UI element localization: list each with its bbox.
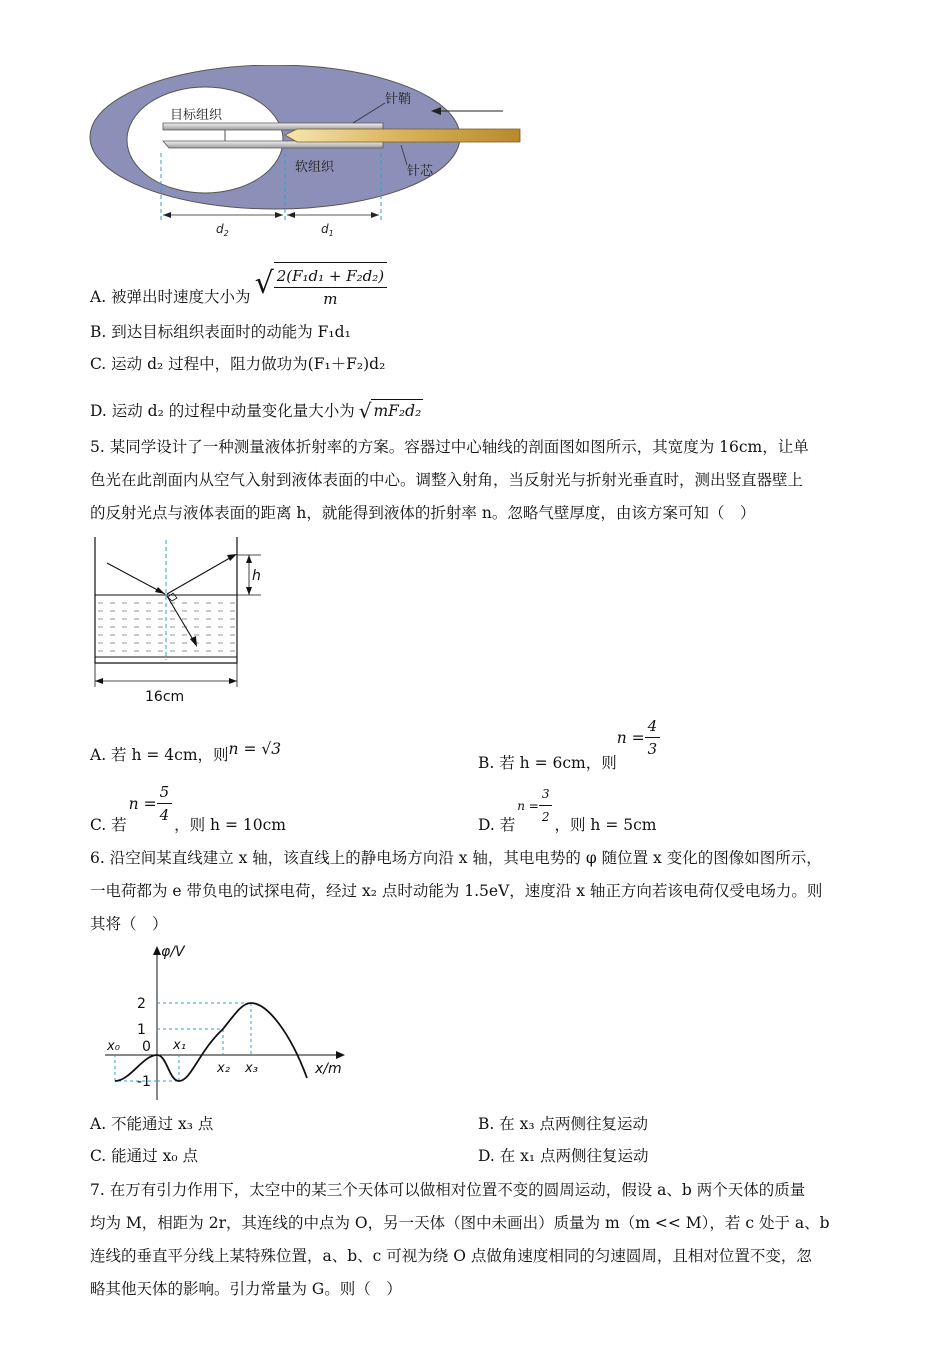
q5-option-a-text: A. 若 h = 4cm，则 <box>90 746 229 764</box>
q5-stem-line-2: 色光在此剖面内从空气入射到液体表面的中心。调整入射角，当反射光与折射光垂直时，测出竖直器壁上 <box>90 471 804 489</box>
label-target-tissue: 目标组织 <box>170 108 223 123</box>
q6-option-a: A. 不能通过 x₃ 点 <box>90 1115 214 1133</box>
q7-line-4: 略其他天体的影响。引力常量为 G。则（ ） <box>90 1280 402 1298</box>
q5-option-b-formula: n = $\frac{4}{3}$ <box>617 715 660 760</box>
y-tick-2: 2 <box>137 996 146 1012</box>
q4-option-d-text: D. 运动 d₂ 的过程中动量变化量大小为 <box>90 402 355 420</box>
q5-option-c <box>90 784 286 836</box>
q4-option-c: C. 运动 d₂ 过程中，阻力做功为(F₁＋F₂)d₂ <box>90 355 386 373</box>
q6-option-d: D. 在 x₁ 点两侧往复运动 <box>478 1147 649 1165</box>
needle-figure <box>85 65 535 245</box>
q5-option-d <box>478 788 656 836</box>
label-sheath: 针鞘 <box>385 92 412 107</box>
q6-stem <box>90 842 870 941</box>
label-soft-tissue: 软组织 <box>295 160 335 175</box>
label-d2: $d_2$ <box>216 222 229 238</box>
x-mark-x₂: x₂ <box>217 1061 230 1076</box>
potential-chart <box>95 942 355 1102</box>
q4-a-denominator: m <box>274 287 387 310</box>
q5-option-d-suffix: ，则 h = 5cm <box>554 816 657 834</box>
reflected-ray <box>167 555 235 594</box>
q5-option-c-suffix: ，则 h = 10cm <box>174 816 286 834</box>
needle-core <box>285 129 520 142</box>
y-axis-label: φ/V <box>161 944 185 960</box>
q4-a-numerator: 2(F₁d₁ + F₂d₂) <box>276 267 385 285</box>
q5-option-b-text: B. 若 h = 6cm，则 <box>478 754 617 772</box>
x-mark-x₀: x₀ <box>107 1039 120 1054</box>
label-needle-core: 针芯 <box>407 164 434 179</box>
label-width: 16cm <box>145 689 185 705</box>
y-tick-1: 1 <box>137 1022 146 1038</box>
q7-line-2: 均为 M，相距为 2r，其连线的中点为 O，另一天体（图中未画出）质量为 m（m << M），若 c 处于 a、b <box>90 1214 830 1232</box>
q4-option-a-formula: √ $\frac{\text{2(F₁d₁ + F₂d₂)}}{m}$ <box>255 262 388 310</box>
q5-stem <box>90 431 870 530</box>
q5-option-c-formula: n = $\frac{5}{4}$ <box>129 781 172 826</box>
x-mark-x₃: x₃ <box>245 1061 258 1076</box>
label-h: h <box>252 568 261 584</box>
q4-option-d <box>90 386 423 422</box>
q6-stem-line-3: 其将（ ） <box>90 915 168 933</box>
q6-stem-line-1: 6. 沿空间某直线建立 x 轴，该直线上的静电场方向沿 x 轴，其电电势的 φ 随位置 x 变化的图像如图所示， <box>90 849 822 867</box>
q5-option-d-formula: n = $\frac{3}{2}$ <box>517 783 552 828</box>
incident-ray <box>107 563 165 594</box>
q4-option-d-formula: √ mF₂d₂ <box>358 399 422 423</box>
x-axis-label: x/m <box>315 1061 342 1077</box>
q4-option-a <box>90 250 387 310</box>
q7-line-3: 连线的垂直平分线上某特殊位置，a、b、c 可视为绕 O 点做角速度相同的匀速圆周，且相对位置不变，忽 <box>90 1247 812 1265</box>
q5-option-c-prefix: C. 若 <box>90 816 127 834</box>
q7-line-1: 7. 在万有引力作用下，太空中的某三个天体可以做相对位置不变的圆周运动，假设 a、b 两个天体的质量 <box>90 1181 806 1199</box>
target-tissue <box>127 87 283 193</box>
q4-option-a-text: A. 被弹出时速度大小为 <box>90 288 251 306</box>
q5-option-a <box>90 740 282 766</box>
y-tick--1: -1 <box>137 1074 151 1090</box>
q5-option-d-prefix: D. 若 <box>478 816 516 834</box>
origin-label: 0 <box>142 1039 151 1055</box>
label-d1: $d_1$ <box>321 222 334 238</box>
q7-stem <box>90 1174 870 1306</box>
q6-option-c: C. 能通过 x₀ 点 <box>90 1147 198 1165</box>
q5-stem-line-3: 的反射光点与液体表面的距离 h，就能得到液体的折射率 n。忽略气壁厚度，由该方案可知（ ） <box>90 504 756 522</box>
q5-option-a-formula: n = √3 <box>228 740 282 758</box>
x-mark-x₁: x₁ <box>173 1038 186 1053</box>
q6-option-b: B. 在 x₃ 点两侧往复运动 <box>478 1115 649 1133</box>
q6-stem-line-2: 一电荷都为 e 带负电的试探电荷，经过 x₂ 点时动能为 1.5eV，速度沿 x 轴正方向若该电荷仅受电场力。则 <box>90 882 823 900</box>
refraction-figure <box>85 535 275 705</box>
q5-stem-line-1: 5. 某同学设计了一种测量液体折射率的方案。容器过中心轴线的剖面图如图所示，其宽度为 16cm，让单 <box>90 438 809 456</box>
q5-option-b <box>478 718 660 774</box>
q4-option-b: B. 到达目标组织表面时的动能为 F₁d₁ <box>90 323 351 341</box>
